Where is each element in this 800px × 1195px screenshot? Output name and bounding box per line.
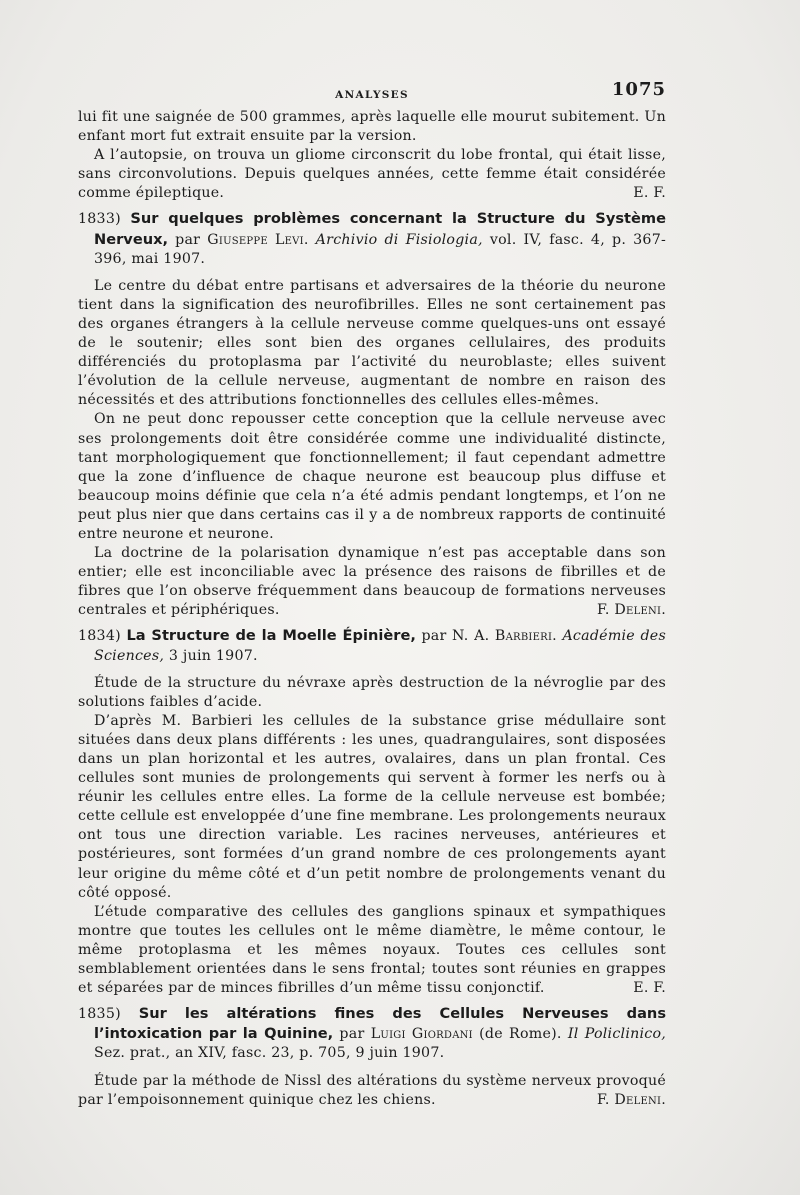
entry-1833-journal: Archivio di Fisiologia, bbox=[315, 231, 483, 248]
entry-1833-paragraph-3 bbox=[78, 544, 666, 620]
entry-1835-journal: Il Policlinico, bbox=[567, 1026, 667, 1043]
running-title: ANALYSES bbox=[335, 89, 409, 101]
entry-1833-citation: vol. IV, fasc. 4, p. 367-396, mai 1907. bbox=[94, 231, 667, 267]
entry-1834-author-initials: N. A. bbox=[452, 628, 490, 645]
entry-1833-signature: F. Deleni. bbox=[597, 602, 666, 619]
entry-1835-author: Luigi Giordani bbox=[370, 1026, 473, 1043]
running-head bbox=[78, 80, 666, 108]
entry-1833-number: 1833) bbox=[78, 211, 121, 228]
entry-1833-paragraph-2: On ne peut donc repousser cette conception que la cellule nerveuse avec ses prolongements doit être considérée comme une individualité distincte, tant morphologiquement que fonctionnellement; il faut cependant admettre que la zone d’influence de chaque neurone est beaucoup plus diffuse et beaucoup moins définie que cela n’a été admis pendant longtemps, et l’on ne peut plus nier que dans certains cas il y a de nombreux rapports de continuité entre neurone et neurone. bbox=[78, 411, 666, 542]
entry-1834-par: par bbox=[421, 628, 447, 645]
entry-1833-heading bbox=[78, 209, 666, 268]
entry-1835-author-location: (de Rome). bbox=[479, 1026, 562, 1043]
page-number: 1075 bbox=[611, 79, 666, 100]
entry-1834-paragraph-1: Étude de la structure du névraxe après destruction de la névroglie par des solutions faibles d’acide. bbox=[78, 674, 666, 710]
entry-1834-text-3: L’étude comparative des cellules des ganglions spinaux et sympathiques montre que toutes les cellules ont le même diamètre, le même contour, le même protoplasma et les mêmes noyaux. Toutes ces cellules sont semblablement orientées dans le sens frontal; toutes sont réunies en grappes et séparées par de minces fibrilles d’un même tissu conjonctif. bbox=[78, 903, 666, 997]
entry-1833-text-3: La doctrine de la polarisation dynamique n’est pas acceptable dans son entier; elle est inconciliable avec la présence des raisons de fibrilles et de fibres que l’on observe fréquemment dans beaucoup de formations nerveuses centrales et périphériques. bbox=[78, 545, 666, 619]
entry-1835-heading bbox=[78, 1004, 666, 1063]
entry-1835-paragraph-1 bbox=[78, 1072, 666, 1110]
entry-1834-citation: 3 juin 1907. bbox=[168, 647, 258, 664]
prev-entry-paragraph-1: lui fit une saignée de 500 grammes, après laquelle elle mourut subitement. Un enfant mort fut extrait ensuite par la version. bbox=[78, 109, 666, 145]
entry-1834-number: 1834) bbox=[78, 628, 121, 645]
entry-1834-paragraph-2: D’après M. Barbieri les cellules de la substance grise médullaire sont situées dans deux plans différents : les unes, quadrangulaires, sont disposées dans un plan horizontal et les autres, ovalaires, dans un plan frontal. Ces cellules sont munies de prolongements qui servent à former les nerfs ou à réunir les cellules entre elles. La forme de la cellule nerveuse est bombée; cette cellule est enveloppée d’une fine membrane. Les prolongements neuraux ont tous une direction variable. Les racines nerveuses, antérieures et postérieures, sont formées d’un grand nombre de ces prolongements ayant leur origine du même côté et d’un petit nombre de prolongements venant du côté opposé. bbox=[78, 712, 666, 901]
prev-entry-signature: E. F. bbox=[633, 185, 666, 202]
prev-entry-paragraph-2 bbox=[78, 146, 666, 203]
entry-1834-journal: Académie des Sciences, bbox=[94, 628, 666, 664]
entry-1833-author: Giuseppe Levi. bbox=[207, 231, 309, 248]
text-block bbox=[78, 80, 666, 1110]
entry-1834-paragraph-3 bbox=[78, 903, 666, 998]
entry-1834-heading bbox=[78, 626, 666, 665]
entry-1835-signature: F. Deleni. bbox=[597, 1091, 666, 1108]
entry-1834-title: La Structure de la Moelle Épinière, bbox=[126, 627, 416, 645]
entry-1835-title: Sur les altérations fines des Cellules Nerveuses dans l’intoxication par la Quinine, bbox=[94, 1005, 667, 1043]
entry-1835-citation: Sez. prat., an XIV, fasc. 23, p. 705, 9 juin 1907. bbox=[94, 1045, 445, 1062]
entry-1833-par: par bbox=[175, 231, 201, 248]
entry-1835-number: 1835) bbox=[78, 1006, 121, 1023]
entry-1833-paragraph-1: Le centre du débat entre partisans et adversaires de la théorie du neurone tient dans la signification des neurofibrilles. Elles ne sont certainement pas des organes étrangers à la cellule nerveuse comme quelques-uns ont essayé de le soutenir; elles sont bien des organes cellulaires, des produits différenciés du protoplasma par l’activité du neuroblaste; elles suivent l’évolution de la cellule nerveuse, augmentant de nombre en raison des nécessités et des attributions fonctionnelles des cellules elles-mêmes. bbox=[78, 277, 666, 409]
entry-1834-author: Barbieri. bbox=[494, 628, 557, 645]
entry-1834-signature: E. F. bbox=[633, 980, 666, 997]
entry-1835-text-1: Étude par la méthode de Nissl des altérations du système nerveux provoqué par l’empoisonnement quinique chez les chiens. bbox=[78, 1072, 666, 1108]
entry-1833-title: Sur quelques problèmes concernant la Structure du Système Nerveux, bbox=[94, 210, 666, 248]
entry-1835-par: par bbox=[339, 1026, 365, 1043]
prev-entry-text: A l’autopsie, on trouva un gliome circonscrit du lobe frontal, qui était lisse, sans circonvolutions. Depuis quelques années, cette femme était considérée comme épileptique. bbox=[78, 147, 666, 202]
